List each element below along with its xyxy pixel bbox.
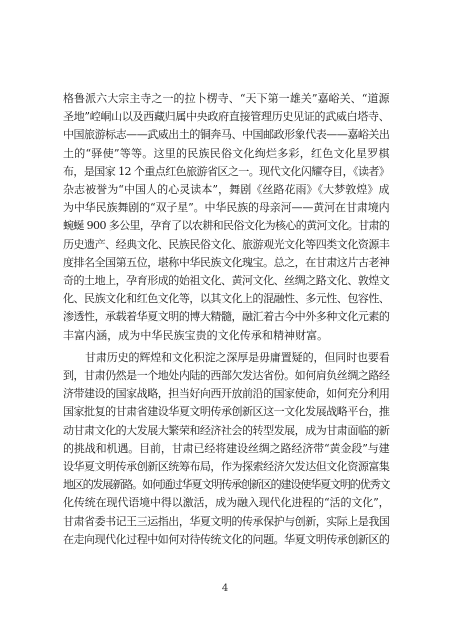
- page-number: 4: [221, 583, 229, 594]
- text-line: 在走向现代化过程中如何对待传统文化的问题。华夏文明传承创新区的: [63, 532, 390, 546]
- text-line: 土的“驿使”等等。这里的民族民俗文化绚烂多彩，红色文化星罗棋: [63, 146, 390, 160]
- text-line: 国家批复的甘肃省建设华夏文明传承创新区这一文化发展战略平台，推: [63, 405, 390, 419]
- text-line: 动甘肃文化的大发展大繁荣和经济社会的转型发展，成为甘肃面临的新: [63, 423, 390, 437]
- paragraph-1: [63, 90, 391, 345]
- text-line: 到，甘肃仍然是一个地处内陆的西部欠发达省份。如何肩负丝绸之路经: [63, 369, 390, 383]
- text-line: 杂志被誉为“中国人的心灵读本”，舞剧《丝路花雨》《大梦敦煌》成: [63, 183, 390, 197]
- text-line: 设华夏文明传承创新区统筹布局，作为探索经济欠发达但文化资源富集: [63, 460, 390, 474]
- text-line: 丰富内涵，成为中华民族宝贵的文化传承和精神财富。: [63, 328, 329, 342]
- text-line: 甘肃历史的辉煌和文化积淀之深厚是毋庸置疑的，但同时也要看: [85, 350, 390, 364]
- text-line: 的挑战和机遇。目前，甘肃已经将建设丝绸之路经济带“黄金段”与建: [63, 441, 390, 455]
- text-line: 中国旅游标志——武威出土的铜奔马、中国邮政形象代表——嘉峪关出: [63, 128, 390, 142]
- text-line: 济带建设的国家战略，担当好向西开放前沿的国家使命，如何充分利用: [63, 387, 390, 401]
- text-line: 蜿蜒 900 多公里，孕育了以农耕和民俗文化为核心的黄河文化。甘肃的: [63, 219, 390, 233]
- page-body: [63, 90, 391, 549]
- text-line: 布，是国家 12 个重点红色旅游省区之一。现代文化闪耀夺目，《读者》: [63, 164, 390, 178]
- text-line: 渗透性，承载着华夏文明的博大精髓，融汇着古今中外多种文化元素的: [63, 310, 390, 324]
- text-line: 度排名全国第五位，堪称中华民族文化瑰宝。总之，在甘肃这片古老神: [63, 255, 390, 269]
- text-line: 甘肃省委书记王三运指出，华夏文明的传承保护与创新，实际上是我国: [63, 514, 390, 528]
- text-line: 地区的发展新路。如何通过华夏文明传承创新区的建设使华夏文明的优秀文: [63, 478, 390, 492]
- text-line: 格鲁派六大宗主寺之一的拉卜楞寺、“天下第一雄关”嘉峪关、“道源: [63, 92, 390, 105]
- text-line: 圣地”崆峒山以及西藏归属中央政府直接管理历史见证的武威白塔寺、: [63, 110, 390, 124]
- text-line: 历史遗产、经典文化、民族民俗文化、旅游观光文化等四类文化资源丰: [63, 237, 390, 251]
- text-line: 化传统在现代语境中得以激活，成为融入现代化进程的“活的文化”，: [63, 496, 390, 510]
- text-line: 为中华民族舞剧的“双子星”。中华民族的母亲河——黄河在甘肃境内: [63, 201, 390, 215]
- text-line: 奇的土地上，孕育形成的始祖文化、黄河文化、丝绸之路文化、敦煌文: [63, 274, 390, 288]
- text-line: 化、民族文化和红色文化等，以其文化上的混融性、多元性、包容性、: [63, 292, 390, 306]
- paragraph-2: [63, 349, 391, 549]
